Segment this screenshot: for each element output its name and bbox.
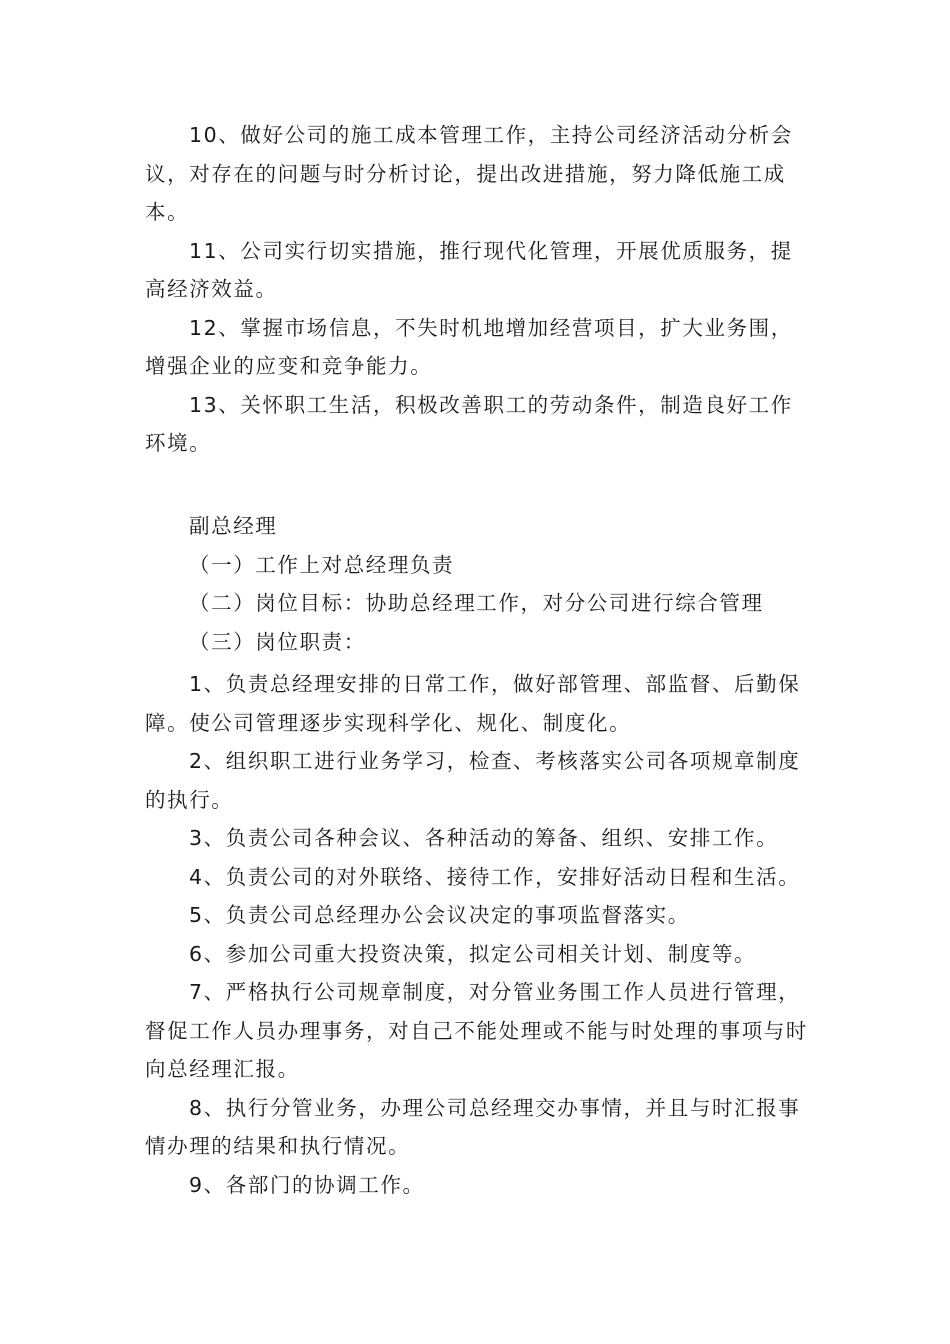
responsibility-item-1: 1、负责总经理安排的日常工作，做好部管理、部监督、后勤保障。使公司管理逐步实现科学化、规化、制度化。 [145,672,801,735]
responsibility-item-2: 2、组织职工进行业务学习，检查、考核落实公司各项规章制度的执行。 [145,749,801,812]
subsection-reporting: （一）工作上对总经理负责 [189,552,455,577]
duty-item-10: 10、做好公司的施工成本管理工作，主持公司经济活动分析会议，对存在的问题与时分析讨论，提出改进措施，努力降低施工成本。 [145,123,793,224]
section-deputy-manager [145,507,810,661]
responsibility-item-6: 6、参加公司重大投资决策，拟定公司相关计划、制度等。 [189,941,757,966]
subsection-responsibilities: （三）岗位职责： [189,629,366,654]
responsibility-item-4: 4、负责公司的对外联络、接待工作，安排好活动日程和生活。 [189,864,801,889]
duty-item-13: 13、关怀职工生活，积极改善职工的劳动条件，制造良好工作环境。 [145,392,793,455]
duty-item-11: 11、公司实行切实措施，推行现代化管理，开展优质服务，提高经济效益。 [145,238,793,301]
responsibility-item-3: 3、负责公司各种会议、各种活动的筹备、组织、安排工作。 [189,826,779,850]
section-heading: 副总经理 [189,514,278,538]
duty-item-12: 12、掌握市场信息，不失时机地增加经营项目，扩大业务围，增强企业的应变和竞争能力。 [145,315,793,378]
responsibility-item-8: 8、执行分管业务，办理公司总经理交办事情，并且与时汇报事情办理的结果和执行情况。 [145,1095,801,1158]
section-duties-continued [145,116,810,463]
subsection-goal: （二）岗位目标：协助总经理工作，对分公司进行综合管理 [189,591,764,615]
section-responsibility-list [145,665,810,1204]
responsibility-item-9: 9、各部门的协调工作。 [189,1172,425,1197]
responsibility-item-7: 7、严格执行公司规章制度，对分管业务围工作人员进行管理，督促工作人员办理事务，对自己不能处理或不能与时处理的事项与时向总经理汇报。 [145,980,808,1081]
responsibility-item-5: 5、负责公司总经理办公会议决定的事项监督落实。 [189,903,690,927]
